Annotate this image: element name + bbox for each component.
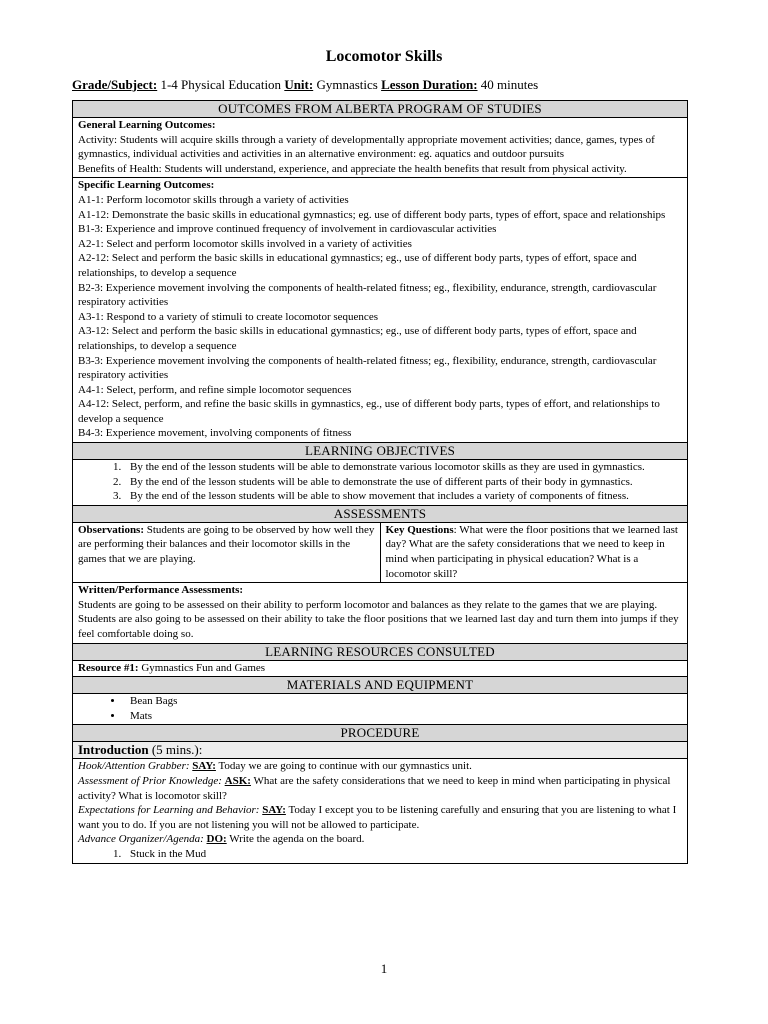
materials-list (78, 694, 682, 723)
prior-knowledge-label: Assessment of Prior Knowledge: (78, 774, 222, 787)
expectations-line (78, 803, 682, 832)
observations-text: Students are going to be observed by how well they are performing their balances and their locomotor skills in the games that we are playing. (78, 523, 375, 566)
general-outcomes-cell (73, 118, 687, 177)
general-outcomes-heading: General Learning Outcomes: (78, 119, 216, 131)
unit-label: Unit: (284, 77, 314, 92)
key-questions-label: Key Questions (385, 523, 454, 536)
materials-header: MATERIALS AND EQUIPMENT (73, 676, 687, 694)
introduction-time: (5 mins.): (148, 742, 203, 758)
specific-outcome-line: B2-3: Experience movement involving the components of health-related fitness; eg., flexibility, endurance, strength, cardiovascular respiratory activities (78, 281, 657, 309)
specific-outcome-line: A4-1: Select, perform, and refine simple locomotor sequences (78, 383, 352, 396)
observations-cell (73, 523, 381, 582)
agenda-item: 1. Stuck in the Mud (124, 847, 682, 862)
specific-outcome-line: A1-1: Perform locomotor skills through a variety of activities (78, 193, 349, 206)
duration-value: 40 minutes (477, 77, 539, 92)
specific-outcomes-heading: Specific Learning Outcomes: (78, 179, 215, 192)
specific-outcome-line: A2-1: Select and perform locomotor skills involved in a variety of activities (78, 237, 412, 250)
objectives-list (78, 460, 682, 504)
material-item: • Mats (124, 709, 682, 724)
expectations-label: Expectations for Learning and Behavior: (78, 804, 260, 817)
agenda-text: Write the agenda on the board. (226, 833, 365, 846)
specific-outcome-line: A1-12: Demonstrate the basic skills in educational gymnastics; eg. use of different body parts, types of effort, space and relationships (78, 208, 666, 221)
general-outcome-line: Benefits of Health: Students will understand, experience, and appreciate the health benefits that result from physical activity. (78, 162, 627, 175)
hook-line (78, 759, 682, 774)
introduction-row (73, 742, 687, 759)
specific-outcome-line: A3-1: Respond to a variety of stimuli to create locomotor sequences (78, 310, 378, 323)
expectations-text: Today I except you to be listening carefully and ensuring that you are listening to what I want you to do. If you are not listening you will not be allowed to participate. (78, 804, 677, 831)
specific-outcomes-cell (73, 177, 687, 442)
key-questions-cell (381, 523, 688, 582)
procedure-header: PROCEDURE (73, 724, 687, 742)
materials-cell (73, 694, 687, 724)
objective-item: 2. By the end of the lesson students will be able to demonstrate the use of different parts of their body in gymnastics. (124, 475, 682, 490)
assessments-row (73, 523, 687, 582)
specific-outcome-line: A3-12: Select and perform the basic skills in educational gymnastics; eg., use of different body parts, types of effort, space and relationships, to develop a sequence (78, 325, 637, 352)
specific-outcome-line: B3-3: Experience movement involving the components of health-related fitness; eg., flexibility, endurance, strength, cardiovascular respiratory activities (78, 354, 657, 382)
hook-label: Hook/Attention Grabber: (78, 760, 190, 773)
written-assessment-label: Written/Performance Assessments: (78, 584, 244, 597)
introduction-label: Introduction (78, 742, 149, 758)
agenda-line (78, 832, 682, 847)
objectives-header: LEARNING OBJECTIVES (73, 442, 687, 460)
key-questions-text: : What were the floor positions that we learned last day? What are the safety considerations that we need to keep in mind when participating in physical education? What is a locomotor skill? (385, 523, 678, 580)
grade-label: Grade/Subject: (72, 77, 158, 92)
page-number: 1 (380, 961, 388, 976)
resource-label: Resource #1: (78, 661, 139, 674)
agenda-list (78, 847, 682, 862)
resources-header: LEARNING RESOURCES CONSULTED (73, 643, 687, 661)
document-title: Locomotor Skills (325, 48, 443, 65)
written-assessment-cell (73, 582, 687, 642)
resource-cell (73, 661, 687, 677)
hook-command: SAY: (192, 760, 216, 773)
specific-outcome-line: B1-3: Experience and improve continued frequency of involvement in cardiovascular activities (78, 223, 497, 236)
agenda-command: DO: (206, 833, 227, 846)
introduction-cell (73, 759, 687, 862)
material-item: • Bean Bags (124, 694, 682, 709)
outcomes-header: OUTCOMES FROM ALBERTA PROGRAM OF STUDIES (73, 101, 687, 118)
specific-outcome-line: A4-12: Select, perform, and refine the basic skills in gymnastics, eg., use of different body parts, types of effort, and relationships to develop a sequence (78, 398, 660, 425)
written-assessment-text: Students are going to be assessed on their ability to perform locomotor and balances as they relate to the games that we are playing. Students are also going to be assessed on their ability to take the floor positions that we learned last day and turn them into jumps if they feel comfortable doing so. (78, 598, 679, 640)
hook-text: Today we are going to continue with our gymnastics unit. (215, 760, 472, 773)
general-outcome-line: Activity: Students will acquire skills through a variety of developmentally appropriate movement activities; dance, games, types of gymnastics, individual activities and activities in an alternative environment: eg. aquatics and outdoor pursuits (78, 133, 655, 161)
agenda-label: Advance Organizer/Agenda: (78, 833, 204, 846)
expectations-command: SAY: (262, 804, 286, 817)
objectives-cell (73, 460, 687, 505)
prior-knowledge-line (78, 774, 682, 803)
specific-outcome-line: A2-12: Select and perform the basic skills in educational gymnastics; eg., use of different body parts, types of effort, space and relationships, to develop a sequence (78, 252, 637, 279)
objective-item: 3. By the end of the lesson students will be able to show movement that includes a variety of components of fitness. (124, 489, 682, 504)
assessments-header: ASSESSMENTS (73, 505, 687, 523)
prior-knowledge-command: ASK: (224, 774, 251, 787)
lesson-plan-table (72, 100, 688, 864)
lesson-meta (72, 77, 538, 93)
resource-text: Gymnastics Fun and Games (138, 661, 266, 674)
objective-item: 1. By the end of the lesson students will be able to demonstrate various locomotor skills as they are used in gymnastics. (124, 460, 682, 475)
prior-knowledge-text: What are the safety considerations that we need to keep in mind when participating in physical activity? What is locomotor skill? (78, 774, 671, 802)
specific-outcome-line: B4-3: Experience movement, involving components of fitness (78, 427, 352, 440)
grade-value: 1-4 Physical Education (157, 77, 285, 92)
duration-label: Lesson Duration: (381, 77, 478, 92)
observations-label: Observations: (78, 523, 144, 536)
unit-value: Gymnastics (313, 77, 382, 92)
